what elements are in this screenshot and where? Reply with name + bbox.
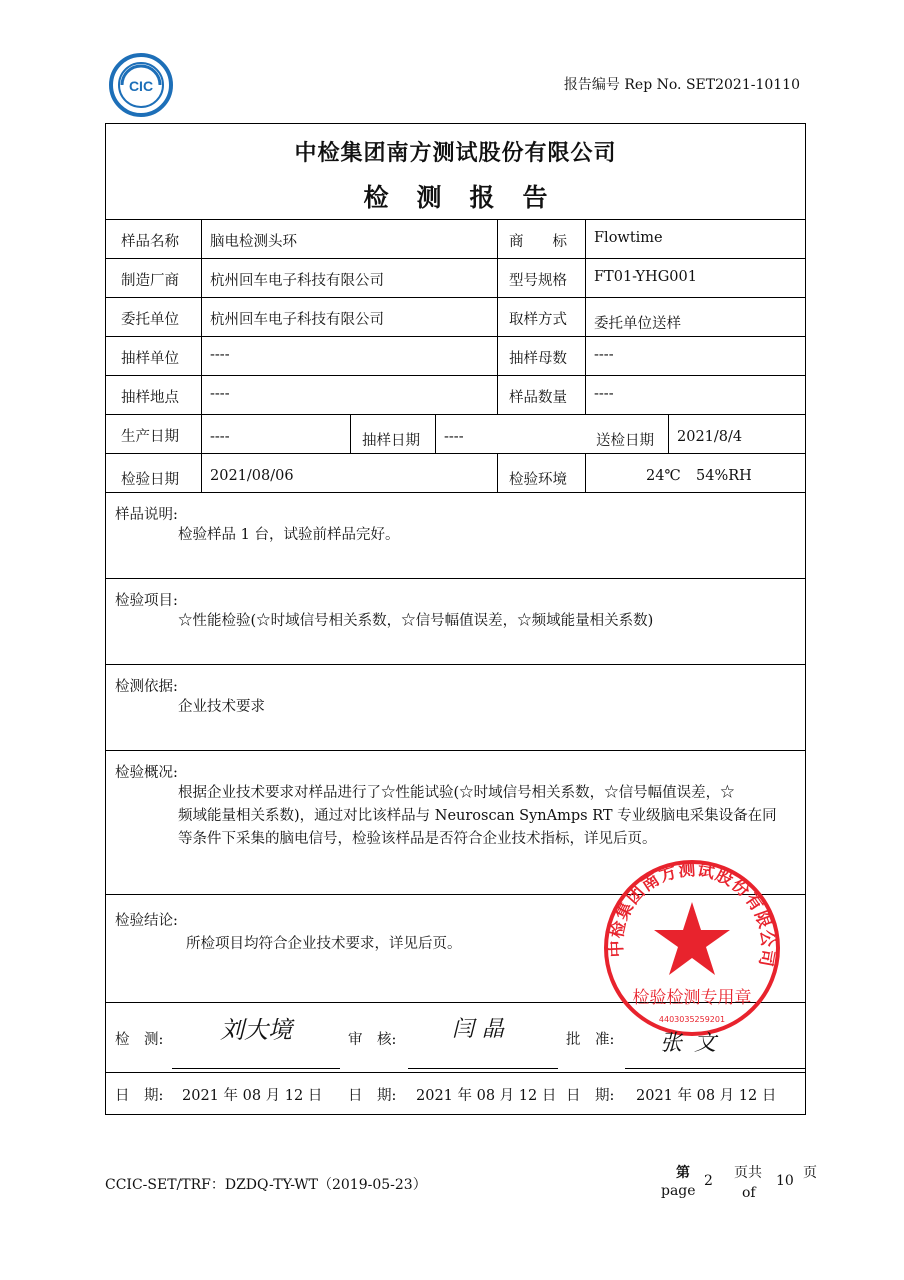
sampling-place-value: ---- xyxy=(210,386,230,402)
tester-date-label: 日 期: xyxy=(115,1088,164,1104)
logo-text: CIC xyxy=(128,78,154,94)
model-value: FT01-YHG001 xyxy=(594,269,697,285)
brand-label: 商 标 xyxy=(509,234,567,250)
sampling-date-value: ---- xyxy=(444,429,464,445)
conclusion-text: 所检项目均符合企业技术要求，详见后页。 xyxy=(186,936,462,952)
sampling-method-label: 取样方式 xyxy=(509,312,567,328)
submit-date-value: 2021/8/4 xyxy=(677,429,743,445)
reviewer-signature: 闫晶 xyxy=(452,1017,513,1042)
reviewer-date-label: 日 期: xyxy=(348,1088,397,1104)
page-en-prefix: page xyxy=(661,1183,696,1199)
items-text: ☆性能检验(☆时域信号相关系数，☆信号幅值误差，☆频域能量相关系数) xyxy=(178,613,654,629)
production-date-label: 生产日期 xyxy=(121,429,179,445)
sampling-date-label: 抽样日期 xyxy=(362,433,420,449)
sample-name-value: 脑电检测头环 xyxy=(210,234,297,250)
basis-label: 检测依据: xyxy=(115,679,178,695)
approver-date-label: 日 期: xyxy=(566,1088,615,1104)
stamp-center-text: 检验检测专用章 xyxy=(632,988,752,1008)
sample-qty-label: 样品数量 xyxy=(509,390,567,406)
client-label: 委托单位 xyxy=(121,312,179,328)
page-total-cn: 页共 xyxy=(734,1165,762,1181)
stamp-serial: 4403035259201 xyxy=(658,1015,726,1024)
page-number: 2 xyxy=(704,1173,713,1189)
inspection-date-label: 检验日期 xyxy=(121,472,179,488)
stamp-ring-text: 中检集团南方测试股份有限公司 xyxy=(606,859,778,969)
sampling-unit-label: 抽样单位 xyxy=(121,351,179,367)
reviewer-label: 审 核: xyxy=(348,1032,397,1048)
sampling-base-value: ---- xyxy=(594,347,614,363)
report-number: 报告编号 Rep No. SET2021-10110 xyxy=(563,77,800,93)
approver-date: 2021 年 08 月 12 日 xyxy=(636,1088,777,1104)
production-date-value: ---- xyxy=(210,429,230,445)
sampling-unit-value: ---- xyxy=(210,347,230,363)
manufacturer-value: 杭州回车电子科技有限公司 xyxy=(210,273,384,289)
approver-signature: 张文 xyxy=(660,1031,729,1056)
tester-label: 检 测: xyxy=(115,1032,164,1048)
form-code: CCIC-SET/TRF：DZDQ-TY-WT（2019-05-23） xyxy=(105,1177,427,1193)
model-label: 型号规格 xyxy=(509,273,567,289)
sampling-base-label: 抽样母数 xyxy=(509,351,567,367)
inspection-date-value: 2021/08/06 xyxy=(210,468,294,484)
page-total-en: of xyxy=(742,1185,756,1201)
environment-label: 检验环境 xyxy=(509,472,567,488)
overview-label: 检验概况: xyxy=(115,765,178,781)
tester-date: 2021 年 08 月 12 日 xyxy=(182,1088,323,1104)
humidity-value: 54%RH xyxy=(696,468,752,484)
overview-line-2: 频域能量相关系数)，通过对比该样品与 Neuroscan SynAmps RT 专业级脑电采集设备在同 xyxy=(178,808,777,824)
report-title: 检测报告 xyxy=(363,183,576,212)
conclusion-label: 检验结论: xyxy=(115,913,178,929)
sample-desc-label: 样品说明: xyxy=(115,507,178,523)
client-value: 杭州回车电子科技有限公司 xyxy=(210,312,384,328)
sample-name-label: 样品名称 xyxy=(121,234,179,250)
temperature-value: 24℃ xyxy=(646,468,681,484)
basis-text: 企业技术要求 xyxy=(178,699,265,715)
submit-date-label: 送检日期 xyxy=(596,433,654,449)
manufacturer-label: 制造厂商 xyxy=(121,273,179,289)
sample-qty-value: ---- xyxy=(594,386,614,402)
approver-label: 批 准: xyxy=(566,1032,615,1048)
overview-line-3: 等条件下采集的脑电信号，检验该样品是否符合企业技术指标，详见后页。 xyxy=(178,831,657,847)
total-pages: 10 xyxy=(776,1173,794,1189)
overview-line-1: 根据企业技术要求对样品进行了☆性能试验(☆时域信号相关系数，☆信号幅值误差，☆ xyxy=(178,785,735,801)
sample-desc-text: 检验样品 1 台，试验前样品完好。 xyxy=(178,527,400,543)
sampling-method-value: 委托单位送样 xyxy=(594,316,681,332)
brand-value: Flowtime xyxy=(594,230,663,246)
stamp-star-icon xyxy=(654,902,730,975)
page-cn-suffix: 页 xyxy=(803,1165,817,1181)
sampling-place-label: 抽样地点 xyxy=(121,390,179,406)
company-title: 中检集团南方测试股份有限公司 xyxy=(294,140,617,166)
official-stamp xyxy=(602,858,782,1038)
reviewer-date: 2021 年 08 月 12 日 xyxy=(416,1088,557,1104)
company-logo xyxy=(108,52,174,118)
page-cn-prefix: 第 xyxy=(676,1165,690,1181)
tester-signature: 刘大境 xyxy=(220,1016,292,1044)
items-label: 检验项目: xyxy=(115,593,178,609)
